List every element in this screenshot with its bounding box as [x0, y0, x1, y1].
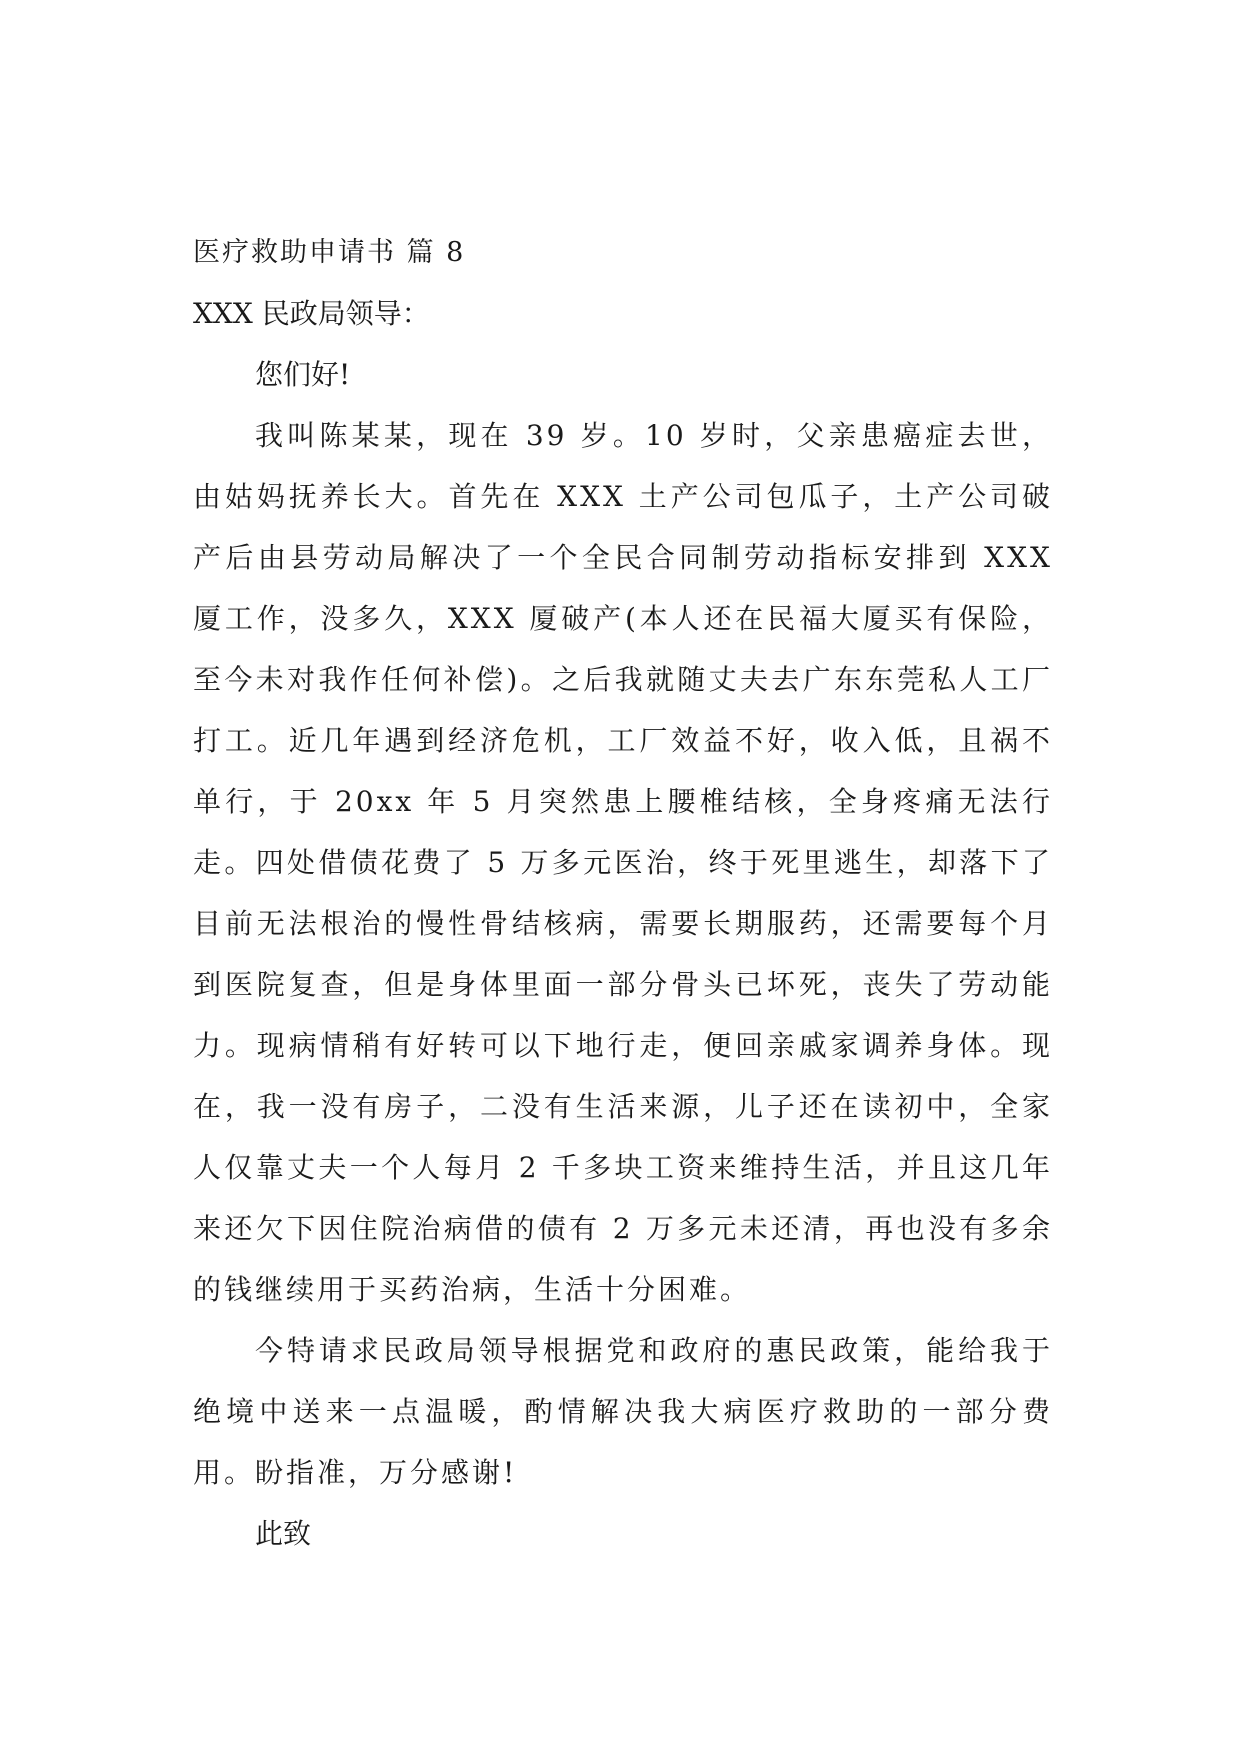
salutation: XXX 民政局领导：	[193, 297, 430, 330]
closing: 此致	[255, 1517, 312, 1550]
document-title: 医疗救助申请书 篇 8	[193, 237, 466, 268]
document-body	[193, 222, 1053, 1564]
body-paragraph: 今特请求民政局领导根据党和政府的惠民政策，能给我于绝境中送来一点温暖，酌情解决我大病医疗救助的一部分费用。盼指准，万分感谢!	[193, 1334, 1053, 1489]
greeting: 您们好!	[255, 358, 351, 391]
body-paragraph: 我叫陈某某，现在 39 岁。10 岁时，父亲患癌症去世，由姑妈抚养长大。首先在 XXX 土产公司包瓜子，土产公司破产后由县劳动局解决了一个全民合同制劳动指标安排到 XXX 厦工作，没多久，XXX 厦破产(本人还在民福大厦买有保险，至今未对我作任何补偿)。之后我就随丈夫去广东东莞私人工厂打工。近几年遇到经济危机，工厂效益不好，收入低，且祸不单行，于 20xx 年 5 月突然患上腰椎结核，全身疼痛无法行走。四处借债花费了 5 万多元医治，终于死里逃生，却落下了目前无法根治的慢性骨结核病，需要长期服药，还需要每个月到医院复查，但是身体里面一部分骨头已坏死，丧失了劳动能力。现病情稍有好转可以下地行走，便回亲戚家调养身体。现在，我一没有房子，二没有生活来源，儿子还在读初中，全家人仅靠丈夫一个人每月 2 千多块工资来维持生活，并且这几年来还欠下因住院治病借的债有 2 万多元未还清，再也没有多余的钱继续用于买药治病，生活十分困难。	[193, 419, 1053, 1306]
